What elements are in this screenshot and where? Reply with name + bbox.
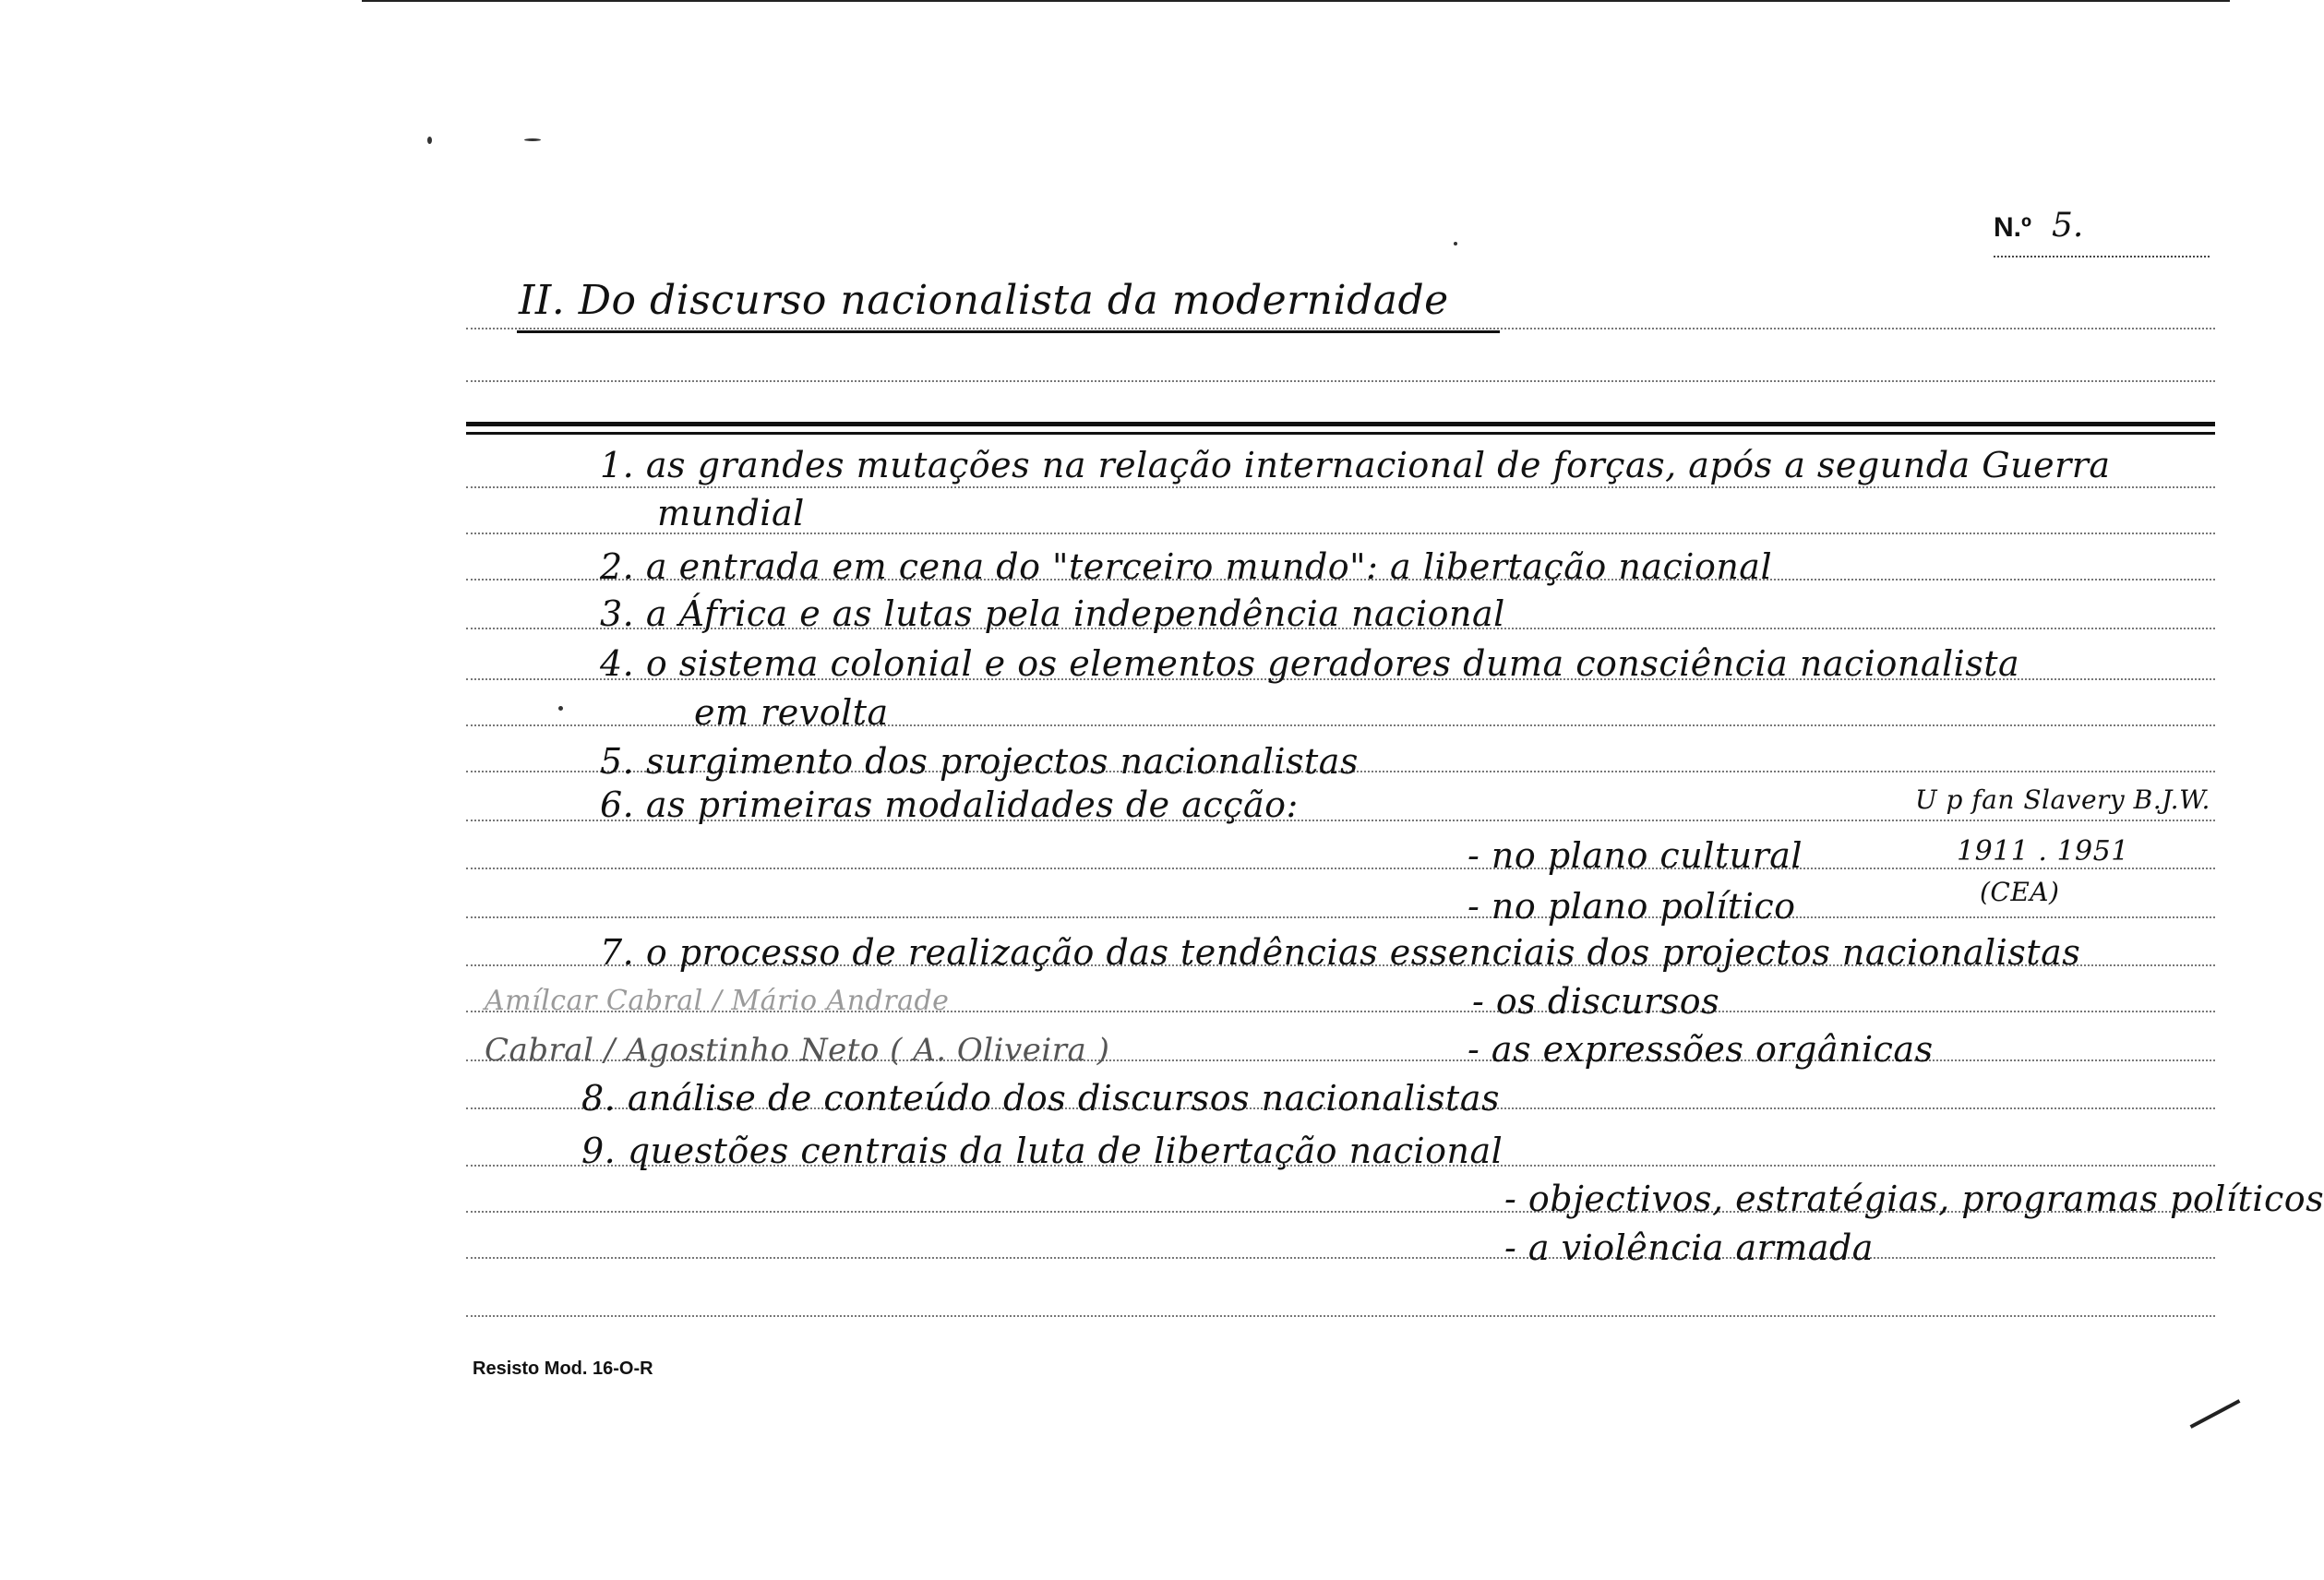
- item-4-cont: em revolta: [694, 692, 889, 733]
- card-number-line: [1994, 256, 2210, 257]
- item-9: 9. questões centrais da luta de libertação nacional: [581, 1131, 1503, 1171]
- item-6: 6. as primeiras modalidades de acção:: [600, 784, 1299, 825]
- ruled-line: [466, 1257, 2215, 1259]
- item-2: 2. a entrada em cena do "terceiro mundo": a libertação nacional: [600, 546, 1773, 587]
- card-top-edge: [362, 0, 2230, 2]
- ink-speck: [1454, 242, 1457, 245]
- item-3: 3. a África e as lutas pela independência nacional: [600, 593, 1505, 634]
- margin-note-years: 1911 . 1951: [1957, 835, 2129, 868]
- ruled-line: [466, 868, 2215, 869]
- item-8: 8. análise de conteúdo dos discursos nacionalistas: [581, 1078, 1500, 1119]
- item-9-sub-objectivos: - objectivos, estratégias, programas políticos: [1504, 1179, 2324, 1219]
- ink-speck: [524, 138, 541, 141]
- card-number-value: 5.: [2051, 207, 2084, 245]
- item-7: 7. o processo de realização das tendências essenciais dos projectos nacionalistas: [600, 932, 2081, 973]
- item-7-sub-organicas: - as expressões orgânicas: [1467, 1029, 1934, 1070]
- item-5: 5. surgimento dos projectos nacionalistas: [600, 741, 1359, 782]
- ruled-line: [466, 1315, 2215, 1317]
- form-footer: Resisto Mod. 16-O-R: [473, 1359, 653, 1379]
- item-6-sub-cultural: - no plano cultural: [1467, 835, 1803, 876]
- ruled-line: [466, 380, 2215, 382]
- item-4: 4. o sistema colonial e os elementos geradores duma consciência nacionalista: [600, 643, 2020, 684]
- corner-mark: [2190, 1399, 2241, 1429]
- ruled-line: [466, 328, 2215, 329]
- margin-note-top: U p fan Slavery B.J.W.: [1915, 784, 2210, 815]
- item-7-sub-discursos: - os discursos: [1472, 981, 1720, 1022]
- card-number: [1994, 207, 2083, 245]
- margin-note-cea: (CEA): [1980, 877, 2060, 907]
- ink-speck: [427, 137, 432, 144]
- card-title: II. Do discurso nacionalista da modernidade: [519, 277, 1449, 324]
- header-rule: [466, 422, 2215, 426]
- item-1-cont: mundial: [657, 493, 805, 533]
- ruled-line: [466, 486, 2215, 488]
- item-6-sub-politico: - no plano político: [1467, 886, 1796, 927]
- faint-note-1: Amílcar Cabral / Mário Andrade: [485, 985, 950, 1017]
- ruled-line: [466, 916, 2215, 918]
- faint-note-2: Cabral / Agostinho Neto ( A. Oliveira ): [485, 1032, 1110, 1069]
- item-1: 1. as grandes mutações na relação internacional de forças, após a segunda Guerra: [600, 445, 2111, 485]
- ink-speck: [558, 706, 563, 711]
- title-underline: [517, 330, 1500, 333]
- header-rule: [466, 432, 2215, 435]
- card-number-label: N.º: [1994, 212, 2031, 243]
- item-9-sub-violencia: - a violência armada: [1504, 1227, 1874, 1268]
